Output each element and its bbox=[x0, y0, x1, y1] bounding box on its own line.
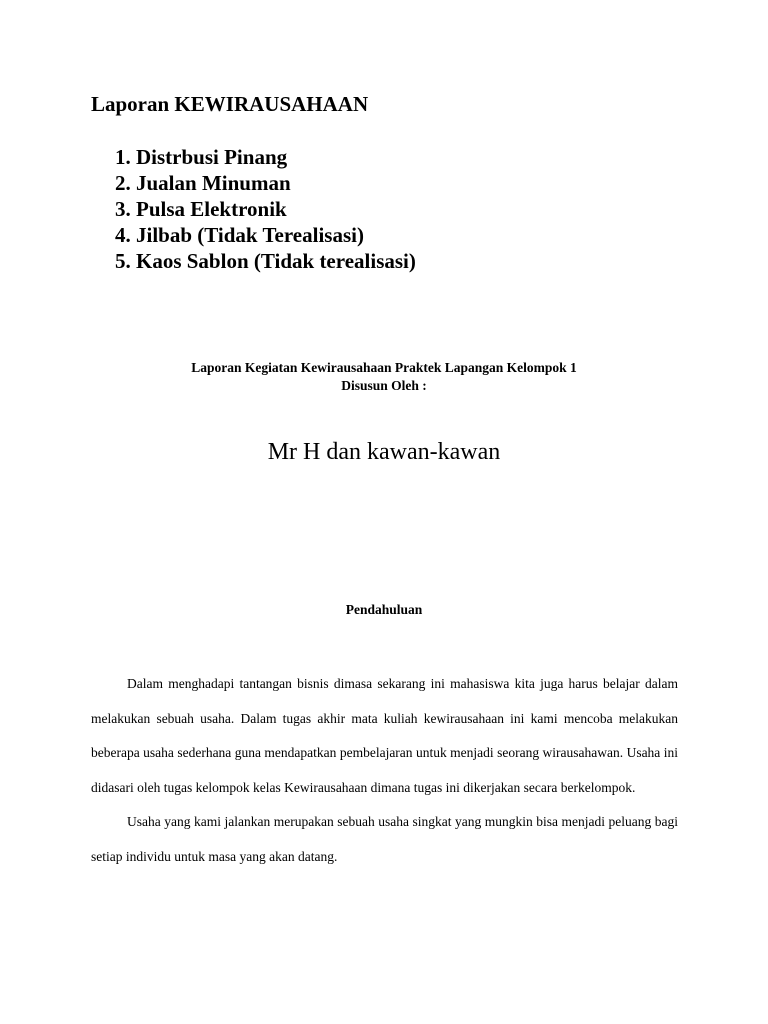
body-text bbox=[91, 667, 678, 874]
paragraph: Dalam menghadapi tantangan bisnis dimasa sekarang ini mahasiswa kita juga harus belajar dalam melakukan sebuah usaha. Dalam tugas akhir mata kuliah kewirausahaan ini kami mencoba melakukan beberapa usaha sederhana guna mendapatkan pembelajaran untuk menjadi seorang wirausahawan. Usaha ini didasari oleh tugas kelompok kelas Kewirausahaan dimana tugas ini dikerjakan secara berkelompok. bbox=[91, 676, 678, 795]
document-title: Laporan KEWIRAUSAHAAN bbox=[91, 92, 369, 116]
list-item: 3. Pulsa Elektronik bbox=[115, 197, 287, 221]
list-item: 5. Kaos Sablon (Tidak terealisasi) bbox=[115, 249, 416, 273]
business-list bbox=[115, 144, 416, 274]
list-item: 2. Jualan Minuman bbox=[115, 171, 291, 195]
subtitle-line: Laporan Kegiatan Kewirausahaan Praktek Lapangan Kelompok 1 bbox=[191, 360, 577, 375]
section-heading: Pendahuluan bbox=[345, 602, 423, 617]
prepared-by-label: Disusun Oleh : bbox=[341, 378, 427, 393]
report-subtitle bbox=[0, 359, 768, 395]
authors: Mr H dan kawan-kawan bbox=[267, 439, 501, 465]
list-item: 1. Distrbusi Pinang bbox=[115, 145, 288, 169]
paragraph: Usaha yang kami jalankan merupakan sebuah usaha singkat yang mungkin bisa menjadi peluang bagi setiap individu untuk masa yang akan datang. bbox=[91, 814, 678, 864]
list-item: 4. Jilbab (Tidak Terealisasi) bbox=[115, 223, 364, 247]
